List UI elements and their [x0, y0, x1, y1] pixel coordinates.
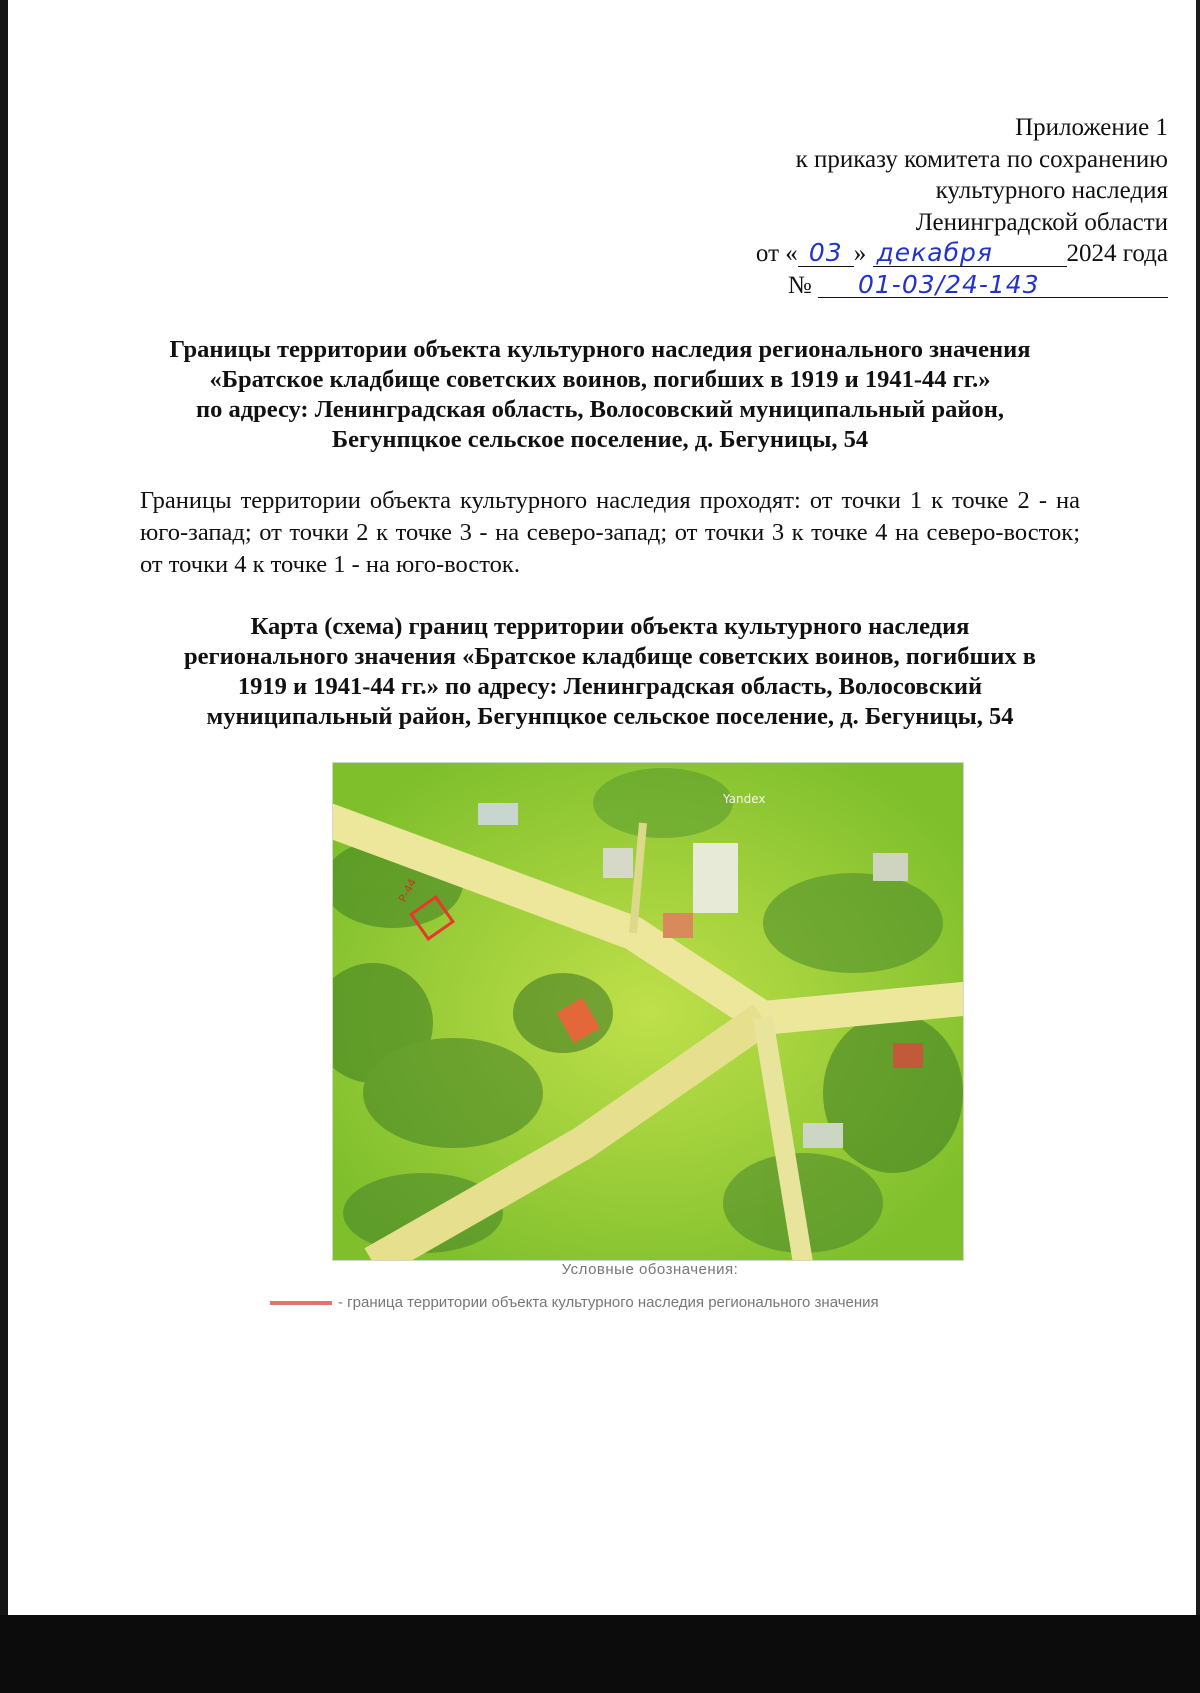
legend-title: Условные обозначения:: [561, 1261, 739, 1278]
map-watermark: Yandex: [723, 792, 766, 806]
appendix-header: [608, 112, 1168, 301]
satellite-map: [332, 762, 964, 1261]
order-number-field: [818, 269, 1168, 299]
scan-edge-bottom: [0, 1615, 1200, 1693]
scan-edge-left: [0, 0, 8, 1693]
order-number-line: [608, 270, 1168, 302]
title-line: Границы территории объекта культурного наследия регионального значения: [169, 336, 1031, 363]
map-title-line: 1919 и 1941-44 гг.» по адресу: Ленинградская область, Волосовский: [237, 673, 983, 700]
map-road-label: Р-44: [396, 876, 420, 905]
appendix-line: культурного наследия: [935, 177, 1168, 204]
satellite-map-drawing: [333, 763, 963, 1260]
scan-edge-right: [1196, 0, 1200, 1615]
handwritten-month: декабря: [876, 238, 993, 267]
date-mid: »: [853, 240, 867, 267]
legend-boundary-swatch: [270, 1301, 332, 1305]
order-date-line: [608, 238, 1168, 270]
map-title-line: Карта (схема) границ территории объекта культурного наследия: [250, 613, 970, 640]
appendix-line: Приложение 1: [1015, 114, 1168, 141]
appendix-line: Ленинградской области: [915, 208, 1168, 236]
number-prefix: №: [787, 271, 812, 299]
boundary-description: Границы территории объекта культурного наследия проходят: от точки 1 к точке 2 - на юго-запад; от точки 2 к точке 3 - на северо-запад; от точки 3 к точке 4 на северо-восток; от точки 4 к точке 1 - на юго-восток.: [140, 487, 1080, 578]
date-prefix: от «: [755, 240, 798, 267]
date-month-field: [873, 240, 1067, 267]
title-line: Бегунпцкое сельское поселение, д. Бегуницы, 54: [331, 426, 869, 453]
date-day-field: [798, 240, 854, 267]
map-title-line: муниципальный район, Бегунпцкое сельское поселение, д. Бегуницы, 54: [206, 703, 1014, 730]
document-title: [120, 335, 1080, 455]
map-title: [140, 612, 1080, 732]
date-year: 2024 года: [1066, 240, 1168, 267]
map-title-line: регионального значения «Братское кладбище советских воинов, погибших в: [184, 643, 1036, 670]
appendix-line: к приказу комитета по сохранению: [795, 145, 1168, 173]
legend-item: [270, 1294, 1070, 1311]
legend-item-label: - граница территории объекта культурного наследия регионального значения: [338, 1294, 879, 1311]
title-line: «Братское кладбище советских воинов, погибших в 1919 и 1941-44 гг.»: [209, 366, 991, 393]
title-line: по адресу: Ленинградская область, Волосовский муниципальный район,: [196, 396, 1004, 423]
handwritten-day: 03: [808, 238, 843, 267]
handwritten-number: 01-03/24-143: [858, 269, 1040, 299]
